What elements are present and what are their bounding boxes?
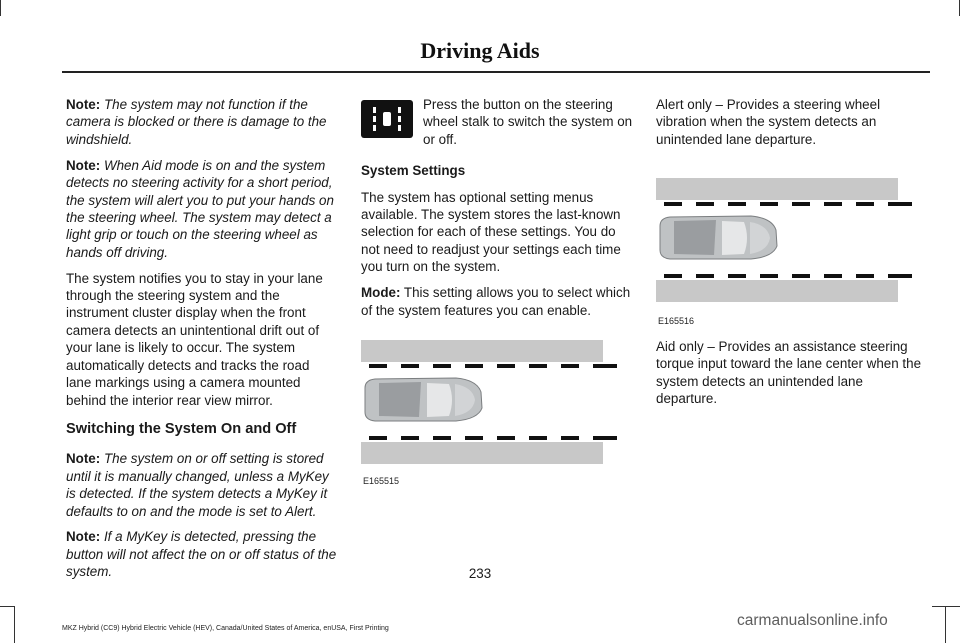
figure-code-e165515: E165515	[363, 476, 400, 486]
crop-mark	[0, 0, 1, 16]
footer-text: MKZ Hybrid (CC9) Hybrid Electric Vehicle (HEV), Canada/United States of America, enUSA, First Printing	[62, 625, 389, 632]
note-mykey-button: Note: If a MyKey is detected, pressing the button will not affect the on or off status of the system.	[66, 529, 337, 580]
column-2	[361, 96, 633, 327]
page-title: Driving Aids	[420, 38, 540, 63]
car-icon	[660, 216, 777, 259]
lane-diagram-figure	[361, 340, 621, 464]
alert-only-description: Alert only – Provides a steering wheel vibration when the system detects an unintended lane departure.	[656, 97, 881, 147]
lane-diagram-figure	[656, 178, 916, 302]
crop-mark	[0, 606, 14, 607]
aid-only-description: Aid only – Provides an assistance steering torque input toward the lane center when the system detects an unintended lane departure.	[656, 339, 922, 407]
figure-code-e165516: E165516	[658, 316, 695, 326]
watermark: carmanualsonline.info	[737, 612, 888, 629]
mode-description: Mode: This setting allows you to select which of the system features you can enable.	[361, 285, 631, 318]
column-3-lower	[656, 338, 924, 416]
para-system-notifies: The system notifies you to stay in your lane through the steering system and the instrument cluster display when the front camera detects an unintentional drift out of your lane is likely to occur. The system automatically detects and tracks the road lane markings using a camera mounted behind the interior rear view mirror.	[66, 270, 323, 408]
car-icon	[365, 378, 482, 421]
subheading-system-settings: System Settings	[361, 163, 466, 179]
header-divider	[62, 71, 930, 73]
crop-mark	[945, 606, 946, 643]
para-settings: The system has optional setting menus available. The system stores the last-known selection for each of these settings. You do not need to readjust your settings each time you turn on the system.	[361, 189, 621, 275]
column-3	[656, 96, 924, 157]
lane-keeping-icon	[361, 100, 413, 138]
button-instruction-text: Press the button on the steering wheel stalk to switch the system on or off.	[423, 97, 633, 147]
note-camera: Note: The system may not function if the camera is blocked or there is damage to the windshield.	[66, 97, 327, 147]
column-1	[66, 96, 338, 589]
page-number: 233	[468, 566, 492, 581]
note-mykey-setting: Note: The system on or off setting is stored until it is manually changed, unless a MyKey is detected. If the system detects a MyKey it defaults to on and the mode is set to Alert.	[66, 451, 329, 519]
note-aid-mode: Note: When Aid mode is on and the system detects no steering activity for a short period, the system will alert you to put your hands on the steering wheel. The system may detect a light grip or touch on the steering wheel as hands off driving.	[66, 157, 334, 260]
button-instruction	[361, 96, 633, 148]
crop-mark	[932, 606, 960, 607]
section-heading: Switching the System On and Off	[66, 420, 297, 437]
crop-mark	[14, 606, 15, 643]
